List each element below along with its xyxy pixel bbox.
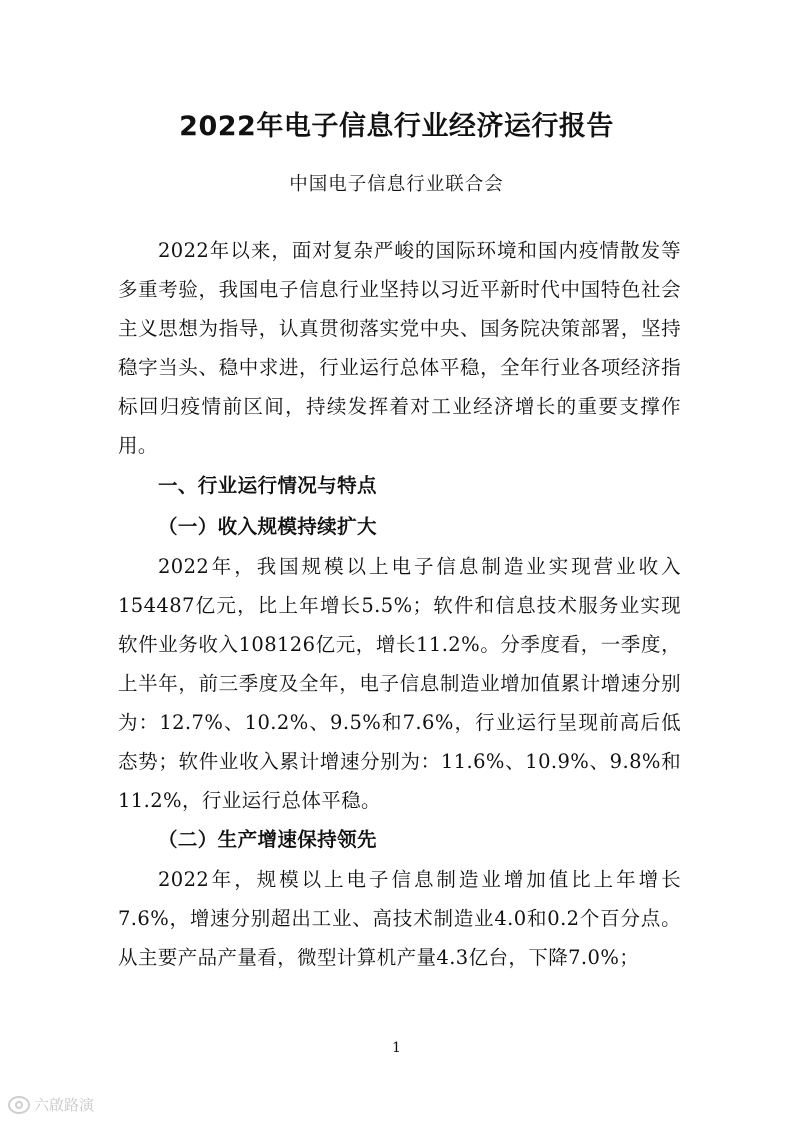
document-subtitle: 中国电子信息行业联合会 <box>289 174 504 195</box>
watermark-text: 六啟路演 <box>34 1096 95 1114</box>
circle-logo-icon <box>8 1096 30 1114</box>
intro-paragraph: 2022年以来，面对复杂严峻的国际环境和国内疫情散发等多重考验，我国电子信息行业坚持以习近平新时代中国特色社会主义思想为指导，认真贯彻落实党中央、国务院决策部署，坚持稳字当头、稳中求进，行业运行总体平稳，全年行业各项经济指标回归疫情前区间，持续发挥着对工业经济增长的重要支撑作用。 <box>118 239 681 457</box>
subsection-paragraph-2: 2022年，规模以上电子信息制造业增加值比上年增长7.6%，增速分别超出工业、高技术制造业4.0和0.2个百分点。从主要产品产量看，微型计算机产量4.3亿台，下降7.0%； <box>118 868 681 969</box>
watermark <box>8 1094 94 1115</box>
subsection-heading-2: （二）生产增速保持领先 <box>157 828 377 851</box>
subsection-heading-1: （一）收入规模持续扩大 <box>157 515 377 538</box>
document-body <box>118 231 681 977</box>
subsection-paragraph-1: 2022年，我国规模以上电子信息制造业实现营业收入154487亿元，比上年增长5.5%；软件和信息技术服务业实现软件业务收入108126亿元，增长11.2%。分季度看，一季度，上半年，前三季度及全年，电子信息制造业增加值累计增速分别为：12.7%、10.2%、9.5%和7.6%，行业运行呈现前高后低态势；软件业收入累计增速分别为：11.6%、10.9%、9.8%和11.2%，行业运行总体平稳。 <box>118 555 681 812</box>
document-title: 2022年电子信息行业经济运行报告 <box>179 111 614 142</box>
section-heading: 一、行业运行情况与特点 <box>157 474 377 497</box>
page-number: 1 <box>392 1040 401 1056</box>
